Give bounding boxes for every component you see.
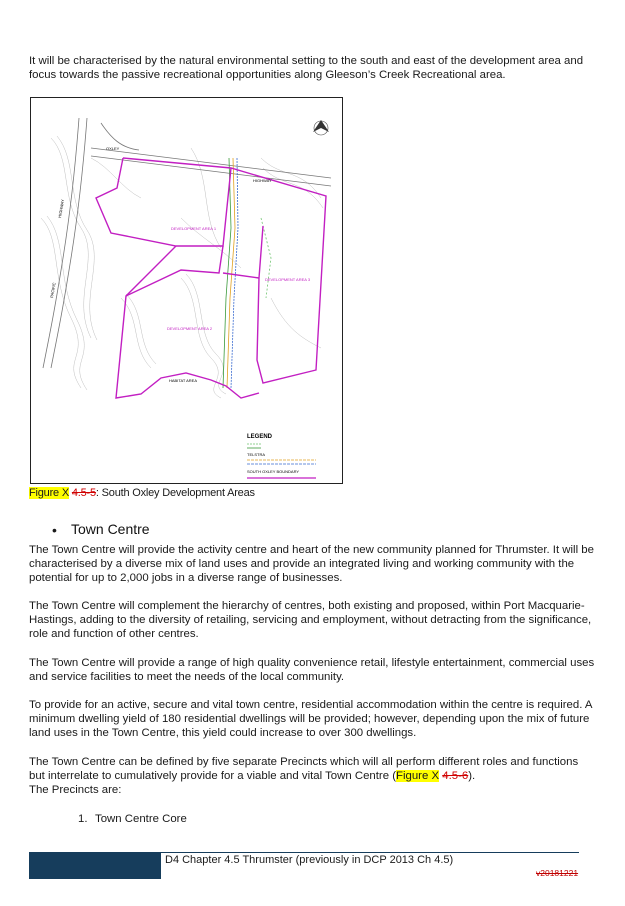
label-highway: HIGHWAY <box>253 178 272 183</box>
paragraph-5-figure-ref: Figure X <box>396 770 440 783</box>
oxley-highway <box>91 148 331 186</box>
paragraph-5-struck-number: 4.5-6 <box>442 770 469 783</box>
paragraph-2: The Town Centre will complement the hierarchy of centres, both existing and proposed, within Port Macquarie-Hastings, adding to the diversity of retailing, servicing and employment, without detracting from the significance, role and function of other centres. <box>29 600 592 641</box>
footer-title: D4 Chapter 4.5 Thrumster (previously in DCP 2013 Ch 4.5) <box>165 854 454 866</box>
legend-title: LEGEND <box>247 434 273 440</box>
paragraph-5 <box>29 755 595 798</box>
caption-figure-ref: Figure X <box>29 487 69 499</box>
list-item-label: Town Centre Core <box>95 813 187 825</box>
label-dev-area-1: DEVELOPMENT AREA 1 <box>171 226 217 231</box>
label-pacific: PACIFIC <box>49 282 57 299</box>
paragraph-5-close: ). <box>468 770 476 783</box>
section-heading: Town Centre <box>71 521 150 537</box>
service-lines <box>223 158 271 388</box>
legend-boundary: SOUTH OXLEY BOUNDARY <box>247 469 300 474</box>
label-highway-left: HIGHWAY <box>57 198 66 219</box>
paragraph-1: The Town Centre will provide the activity centre and heart of the new community planned for Thrumster. It will be characterised by a diverse mix of land uses and provide an integrated living and working community with the potential for up to 2,000 jobs in a diverse range of businesses. <box>29 544 594 585</box>
intro-paragraph: It will be characterised by the natural environmental setting to the south and east of the development area and focus towards the passive recreational opportunities along Gleeson’s Creek Recreational area. <box>29 55 584 82</box>
figure-caption <box>29 487 255 499</box>
caption-struck-number: 4.5-5 <box>71 487 96 499</box>
legend-telstra: TELSTRA <box>247 452 266 457</box>
map-figure <box>30 97 343 484</box>
label-oxley: OXLEY <box>106 146 120 151</box>
caption-text: : South Oxley Development Areas <box>95 487 255 499</box>
label-dev-area-2: DEVELOPMENT AREA 2 <box>167 326 213 331</box>
north-arrow <box>313 120 329 135</box>
bullet-icon: • <box>52 522 57 538</box>
map-legend <box>247 434 316 478</box>
paragraph-5-text: The Town Centre can be defined by five separate Precincts which will all perform different roles and functions but interrelate to cumulatively provide for a viable and vital Town Centre ( <box>29 756 579 783</box>
list-item-number: 1. <box>78 813 88 825</box>
footer-bar <box>29 852 161 879</box>
paragraph-4: To provide for an active, secure and vital town centre, residential accommodation within the centre is required. A minimum dwelling yield of 180 residential dwellings will be provided; however, depending upon the mix of future land uses in the Town Centre, this yield could increase to over 300 dwellings. <box>29 699 592 740</box>
label-habitat: HABITAT AREA <box>169 378 198 383</box>
development-areas-map <box>31 98 343 484</box>
paragraph-5-line2: The Precincts are: <box>29 784 122 797</box>
footer-version: v20181221 <box>536 868 579 878</box>
paragraph-3: The Town Centre will provide a range of high quality convenience retail, lifestyle entertainment, commercial uses and service facilities to meet the needs of the local community. <box>29 657 595 684</box>
label-dev-area-3: DEVELOPMENT AREA 3 <box>265 277 311 282</box>
footer-divider <box>161 852 579 853</box>
pacific-highway <box>43 118 139 368</box>
contour-lines <box>41 136 323 398</box>
